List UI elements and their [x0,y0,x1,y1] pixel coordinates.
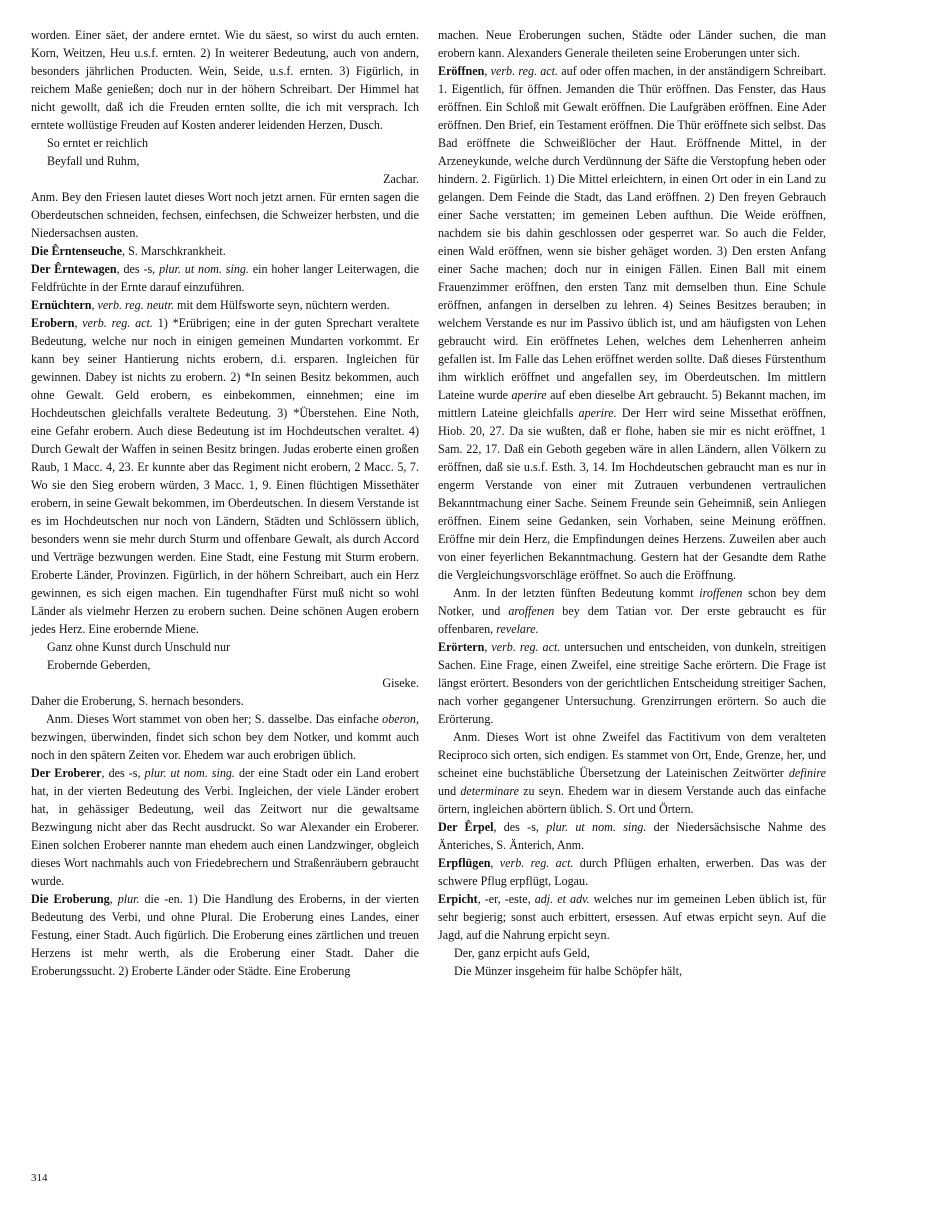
grammar-note: plur. ut nom. sing. [546,820,647,834]
grammar-note: plur. ut nom. sing. [144,766,235,780]
grammar-note: determinare [460,784,519,798]
dictionary-entry [31,26,419,134]
entry-headword: Erpflügen [438,856,491,870]
entry-text: untersuchen und entscheiden, von dunkeln, streitigen Sachen. Eine Frage, einen Zweifel, eine streitige Sache erörtern. Die Frage ist längst erörtert. Besonders von der gerichtlichen Entscheidung streitiger Sachen, nach vorher gegangener Untersuchung. Grenzirrungen erörtern. So auch die Erörterung. [438,640,827,726]
entry-headword: Die Êrntenseuche [31,244,123,258]
grammar-note: adj. et adv. [534,892,590,906]
grammar-note: verb. reg. neutr. [97,298,174,312]
entry-headword: Der Eroberer [31,766,102,780]
dictionary-entry [31,260,419,296]
page-number: 314 [31,1172,48,1184]
grammar-note: verb. reg. act. [490,64,559,78]
entry-headword: Der Êrpel [438,820,494,834]
grammar-note: definire [788,766,826,780]
entry-text: bey dem Tatian vor. Der erste gebraucht es für offenbaren, [438,604,826,636]
entry-text: Anm. Bey den Friesen lautet dieses Wort noch jetzt arnen. Für ernten sagen die Oberdeutschen schneiden, fechsen, einfechsen, die Schweizer herbsten, und die Niedersachsen austen. [31,190,419,240]
entry-text: , des -s, [101,766,145,780]
entry-text: der eine Stadt oder ein Land erobert hat, in der vierten Bedeutung des Verbi. Ingleichen, der viele Länder erobert hat, in gehässiger Bedeutung, weil das Zeitwort nur die gewaltsame Bezwingung nicht aber das Recht ausdruckt. So war Alexander ein Eroberer. Einen solchen Eroberer nannte man ehedem auch einen Landzwinger, obgleich dieses Wort nachmahls auch von Friedebrechern und Straßenräubern gebraucht wurde. [31,766,420,888]
entry-text: bezwingen, überwinden, findet sich schon bey dem Notker, und kommt auch noch in den spätern Zeiten vor. Ehedem war auch erobrigen üblich. [31,730,419,762]
dictionary-entry [31,296,419,314]
entry-text: , [109,892,118,906]
dictionary-entry [438,62,826,584]
dictionary-entry [31,710,419,764]
quote-source: Giseke. [382,676,419,690]
verse-line: Die Münzer insgeheim für halbe Schöpfer hält, [454,964,683,978]
entry-text: der Niedersächsische Nahme des Änteriches, S. Änterich, Anm. [438,820,826,852]
quote-source: Zachar. [383,172,419,186]
grammar-note: aroffenen [508,604,555,618]
entry-text: zu seyn. Ehedem war in diesem Verstande auch das einfache örtern, ingleichen abörtern üblich. S. Ort und Örtern. [438,784,826,816]
entry-text: , -er, -este, [477,892,535,906]
entry-text: mit dem Hülfsworte seyn, nüchtern werden. [173,298,390,312]
entry-text: die -en. 1) Die Handlung des Eroberns, in der vierten Bedeutung des Verbi, und ohne Plural. Die Eroberung eines Landes, einer Festung, einer Stadt. Auch figürlich. Die Eroberung eines zärtlichen und treuen Herzens ist mehr werth, als die Eroberung einer Stadt. Daher die Eroberungssucht. 2) Eroberte Länder oder Städte. Eine Eroberung [31,892,420,978]
entry-text: , [91,298,98,312]
verse-line: So erntet er reichlich [47,136,149,150]
entry-text: schon bey dem Notker, und [438,586,826,618]
dictionary-entry [438,584,826,638]
entry-text: ein hoher langer Leiterwagen, die Feldfrüchte in der Ernte darauf einzuführen. [31,262,419,294]
grammar-note: revelare. [496,622,539,636]
entry-headword: Der Êrntewagen [31,262,117,276]
dictionary-entry [438,854,826,890]
entry-text: und [438,784,461,798]
entry-headword: Eröffnen [438,64,485,78]
dictionary-entry [31,764,419,890]
dictionary-entry [438,638,826,728]
entry-text: Anm. Dieses Wort ist ohne Zweifel das Factitivum von dem veralteten Reciproco sich orten, sich endigen. Es stammet von Ort, Ende, Grenze, her, und scheinet eine buchstäbliche Übersetzung der Lateinischen Zeitwörter [438,730,826,780]
dictionary-entry [438,26,826,62]
entry-text: durch Pflügen erhalten, erwerben. Das was der schwere Pflug erpflügt, Logau. [438,856,827,888]
verse-line: Ganz ohne Kunst durch Unschuld nur [47,640,231,654]
entry-text: , [74,316,83,330]
entry-text: , des -s, [493,820,547,834]
grammar-note: iroffenen [699,586,743,600]
entry-text: welches nur im gemeinen Leben üblich ist, für sehr begierig; sonst auch erbittert, ersessen. Auf etwas erpicht seyn. Auf die Jagd, auf die Nahrung erpicht seyn. [438,892,826,942]
entry-headword: Ernüchtern [31,298,92,312]
dictionary-entry [31,692,419,710]
dictionary-entry [438,728,826,818]
left-column [31,26,419,980]
dictionary-entry [31,242,419,260]
entry-text: auf eben dieselbe Art gebraucht. 5) Bekannt machen, im mittlern Lateine gleichfalls [438,388,826,420]
dictionary-entry [438,890,826,944]
entry-text: , [484,640,492,654]
verse-line: Der, ganz erpicht aufs Geld, [454,946,590,960]
grammar-note: aperire. [578,406,617,420]
entry-text: worden. Einer säet, der andere erntet. Wie du säest, so wirst du auch ernten. Korn, Weitzen, Heu u.s.f. ernten. 2) In weiterer Bedeutung, auch von andern, besonders jährlichen Producten. Wein, Seide, u.s.f. ernten. 3) Figürlich, in reichem Maße genießen; doch nur in der höhern Schreibart. Der Himmel hat nicht gewollt, daß ich die Freuden ernten sollte, die ich mit versprach. Ich erntete wollüstige Freuden auf Kosten anderer leidenden Herzen, Dusch. [31,28,419,132]
entry-text: , des -s, [116,262,160,276]
entry-text: auf oder offen machen, in der anständigern Schreibart. 1. Eigentlich, für öffnen. Jemanden die Thür eröffnen. Das Fenster, das Haus eröffnen. Ein Schloß mit Gewalt eröffnen. Die Laufgräben eröffnen. Eine Ader eröffnen. Den Brief, ein Testament eröffnen. Die Thür eröffnete sich selbst. Das Bad eröffnete die Schweißlöcher der Haut. Eröffnende Mittel, in der Arzeneykunde, welche durch Verdünnung der Säfte die Verstopfung heben oder hindern. 2. Figürlich. 1) Die Mittel erleichtern, in einen Ort oder in ein Land zu gelangen. Dem Feinde die Stadt, das Land eröffnen. 2) Den freyen Gebrauch einer Sache verstatten; im gemeinen Leben aufthun. Die Weide eröffnen, nachdem sie bis dahin geschlossen oder gesperret war. So auch die Felder, einen Wald eröffnen, wenn sie bisher gehäget worden. 3) Den ersten Anfang einer Sache machen; doch nur in einigen Fällen. Einen Ball mit einem Frauenzimmer eröffnen, den ersten Tanz mit demselben thun. Eine Schule eröffnen, anfangen in derselben zu lehren. 4) Seines Besitzes berauben; in welchem Verstande es nur im Passivo üblich ist, und am häufigsten von Lehen gebraucht wird. Ein eröffnetes Lehen, welches dem Lehenherren anheim gefallen ist. Im Falle das Lehen eröffnet werden sollte. Daß dieses Fürstenthum ihm wirklich eröffnet und angefallen sey, im Oberdeutschen. Im mittlern Lateine wurde [438,64,827,402]
entry-text: , [490,856,500,870]
verse-line: Erobernde Geberden, [47,658,151,672]
grammar-note: plur. [117,892,140,906]
entry-text: , S. Marschkrankheit. [122,244,226,258]
grammar-note: verb. reg. act. [82,316,153,330]
grammar-note: verb. reg. act. [491,640,561,654]
entry-text: Anm. In der letzten fünften Bedeutung kommt [453,586,700,600]
entry-text: machen. Neue Eroberungen suchen, Städte oder Länder suchen, die man erobern kann. Alexanders Generale theileten seine Eroberungen unter sich. [438,28,826,60]
right-column [438,26,826,980]
dictionary-entry [31,314,419,638]
entry-text: Anm. Dieses Wort stammet von oben her; S. dasselbe. Das einfache [46,712,383,726]
entry-text: , [484,64,491,78]
verse-line: Beyfall und Ruhm, [47,154,140,168]
grammar-note: oberon, [382,712,419,726]
grammar-note: verb. reg. act. [499,856,574,870]
grammar-note: plur. ut nom. sing. [159,262,249,276]
dictionary-entry [31,188,419,242]
dictionary-entry [438,818,826,854]
entry-headword: Die Eroberung [31,892,110,906]
entry-headword: Erobern [31,316,75,330]
grammar-note: aperire [511,388,547,402]
entry-headword: Erörtern [438,640,485,654]
entry-text: Daher die Eroberung, S. hernach besonders. [31,694,244,708]
entry-text: Der Herr wird seine Missethat eröffnen, Hiob. 20, 27. Da sie wußten, daß er flohe, haben sie mir es nicht eröffnet, 1 Sam. 22, 17. Daß ein Geboth gegeben wäre in allen Ländern, allen Völkern zu eröffnen, daß sie u.s.f. Esth. 3, 14. Im Hochdeutschen gebraucht man es nur in engerm Verstande von einer mit Zutrauen verbundenen vertraulichen Bekanntmachung einer Sache. Seinem Freunde sein Geheimniß, sein Anliegen eröffnen. Einem seine Gedanken, sein Vorhaben, seine Meinung eröffnen. Eröffne mir dein Herz, die Empfindungen deines Herzens. Zuweilen aber auch von einer feyerlichen Bekanntmachung. Gestern hat der Gesandte dem Rathe die Vergleichungsvorschläge eröffnet. So auch die Eröffnung. [438,406,826,582]
entry-text: 1) *Erübrigen; eine in der guten Sprechart veraltete Bedeutung, welche nur noch in einigen gemeinen Mundarten vorkommt. Er kann bey seiner Hantierung nichts erobern, d.i. ersparen. Ingleichen für gewinnen. Dabey ist nichts zu erobern. 2) *In seinen Besitz bekommen, auch ohne Gewalt. Geld erobern, es einbekommen, einnehmen; eine im Hochdeutschen gleichfalls veraltete Bedeutung. 3) *Überstehen. Eine Noth, eine Gefahr erobern. Auch diese Bedeutung ist im Hochdeutschen veraltet. 4) Durch Gewalt der Waffen in seinen Besitz bringen. Judas eroberte einen großen Raub, 1 Macc. 4, 23. Er kunnte aber das Regiment nicht erobern, 2 Macc. 5, 7. Wo sie den Sieg erobern würden, 3 Macc. 1, 9. Einen flüchtigen Missethäter erobern, in seine Gewalt bekommen, im Oberdeutschen. In diesem Verstande ist es im Hochdeutschen nur noch von Ländern, Städten und Schlössern üblich, besonders wenn sie mehr durch Sturm und offenbare Gewalt, als durch Accord und Verträge bezwungen werden. Eine Stadt, eine Festung mit Sturm erobern. Eroberte Länder, Provinzen. Figürlich, in der höhern Schreibart, auch ein Herz gewinnen, es sich eigen machen. Ein tugendhafter Fürst muß nicht so wohl Länder als vielmehr Herzen zu erobern suchen. Deine schönen Augen erobern jedes Herz. Eine erobernde Miene. [31,316,419,636]
dictionary-entry [31,890,419,980]
entry-headword: Erpicht [438,892,478,906]
